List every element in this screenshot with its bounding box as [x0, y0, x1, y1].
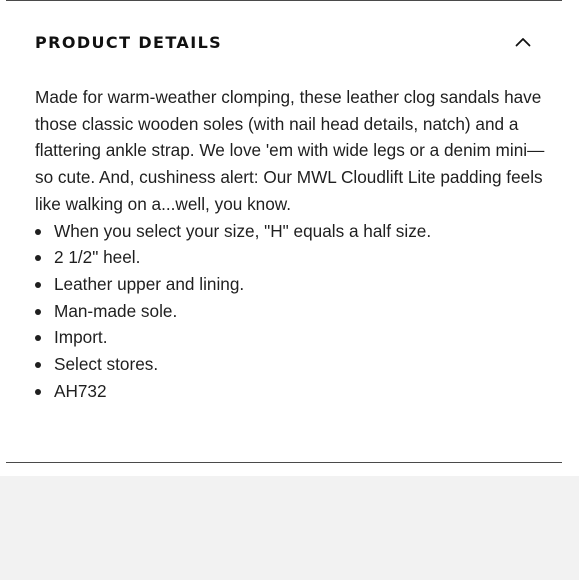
list-item: AH732 [35, 378, 545, 405]
product-details-content [35, 84, 545, 404]
product-details-header[interactable] [35, 28, 535, 56]
top-divider [6, 0, 562, 1]
list-item: Man-made sole. [35, 298, 545, 325]
list-item: Select stores. [35, 351, 545, 378]
list-item: Leather upper and lining. [35, 271, 545, 298]
details-list [35, 218, 545, 405]
product-description: Made for warm-weather clomping, these leather clog sandals have those classic wooden soles (with nail head details, natch) and a flattering ankle strap. We love 'em with wide legs or a denim mini—so cute. And, cushiness alert: Our MWL Cloudlift Lite padding feels like walking on a...well, you know. [35, 87, 545, 214]
section-title: PRODUCT DETAILS [35, 32, 223, 52]
chevron-up-icon[interactable] [515, 34, 531, 50]
list-item: Import. [35, 324, 545, 351]
list-item: When you select your size, "H" equals a half size. [35, 218, 545, 245]
list-item: 2 1/2" heel. [35, 244, 545, 271]
bottom-divider [6, 462, 562, 463]
